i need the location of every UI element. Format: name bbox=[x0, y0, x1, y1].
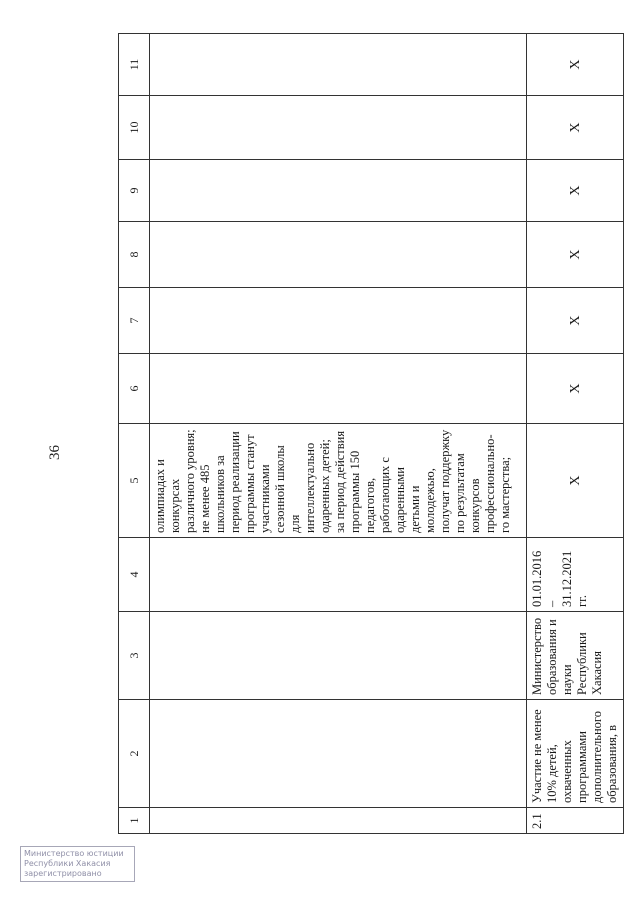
registration-stamp: Министерство юстиции Республики Хакасия зарегистрировано bbox=[20, 846, 135, 882]
column-header-4: 4 bbox=[119, 538, 150, 612]
table-cell bbox=[527, 354, 624, 424]
rotated-table bbox=[118, 34, 619, 834]
column-header-3: 3 bbox=[119, 612, 150, 700]
cell-text: X bbox=[567, 249, 583, 260]
table-cell bbox=[150, 288, 527, 354]
table-row bbox=[150, 34, 527, 834]
table-cell bbox=[150, 612, 527, 700]
column-header-11: 11 bbox=[119, 34, 150, 96]
column-header-10: 10 bbox=[119, 96, 150, 160]
column-header-9: 9 bbox=[119, 160, 150, 222]
column-header-2: 2 bbox=[119, 700, 150, 808]
table-cell bbox=[150, 222, 527, 288]
page-number: 36 bbox=[47, 445, 63, 460]
table-cell bbox=[150, 538, 527, 612]
cell-text: олимпиадах и конкурсах различного уровня; не менее 485 школьников за период реализации программы станут участниками сезонной школы для интеллектуально одаренных детей; за период действия программы 150 педагогов, работающих с одаренными детьми и молодежью, получат поддержку по результатам конкурсов профессионально- го мастерства; bbox=[153, 429, 512, 533]
table-cell bbox=[150, 160, 527, 222]
column-header-7: 7 bbox=[119, 288, 150, 354]
table-cell bbox=[150, 808, 527, 834]
cell-text: X bbox=[567, 122, 583, 133]
column-header-6: 6 bbox=[119, 354, 150, 424]
cell-text: 01.01.2016 – 31.12.2021 гг. bbox=[530, 550, 589, 607]
table-cell bbox=[527, 538, 624, 612]
column-header-8: 8 bbox=[119, 222, 150, 288]
cell-text: X bbox=[567, 383, 583, 394]
table-cell bbox=[150, 700, 527, 808]
cell-text: X bbox=[567, 315, 583, 326]
table-cell bbox=[150, 34, 527, 96]
cell-text: 2.1 bbox=[530, 813, 544, 829]
cell-text: X bbox=[567, 185, 583, 196]
program-table bbox=[118, 33, 624, 834]
table-cell bbox=[150, 424, 527, 538]
table-cell bbox=[527, 288, 624, 354]
column-header-1: 1 bbox=[119, 808, 150, 834]
table-cell bbox=[527, 96, 624, 160]
column-header-5: 5 bbox=[119, 424, 150, 538]
cell-text: Участие не менее 10% детей, охваченных программами дополнительного образования, в bbox=[530, 709, 619, 803]
cell-text: X bbox=[567, 475, 583, 486]
table-cell bbox=[527, 424, 624, 538]
table-cell bbox=[150, 354, 527, 424]
table-cell bbox=[527, 612, 624, 700]
table-cell bbox=[527, 700, 624, 808]
table-cell bbox=[527, 808, 624, 834]
table-cell bbox=[527, 222, 624, 288]
table-cell bbox=[150, 96, 527, 160]
table-row bbox=[527, 34, 624, 834]
table-cell bbox=[527, 160, 624, 222]
header-row bbox=[119, 34, 150, 834]
table-cell bbox=[527, 34, 624, 96]
cell-text: Министерство образования и науки Республики Хакасия bbox=[530, 617, 604, 695]
cell-text: X bbox=[567, 59, 583, 70]
